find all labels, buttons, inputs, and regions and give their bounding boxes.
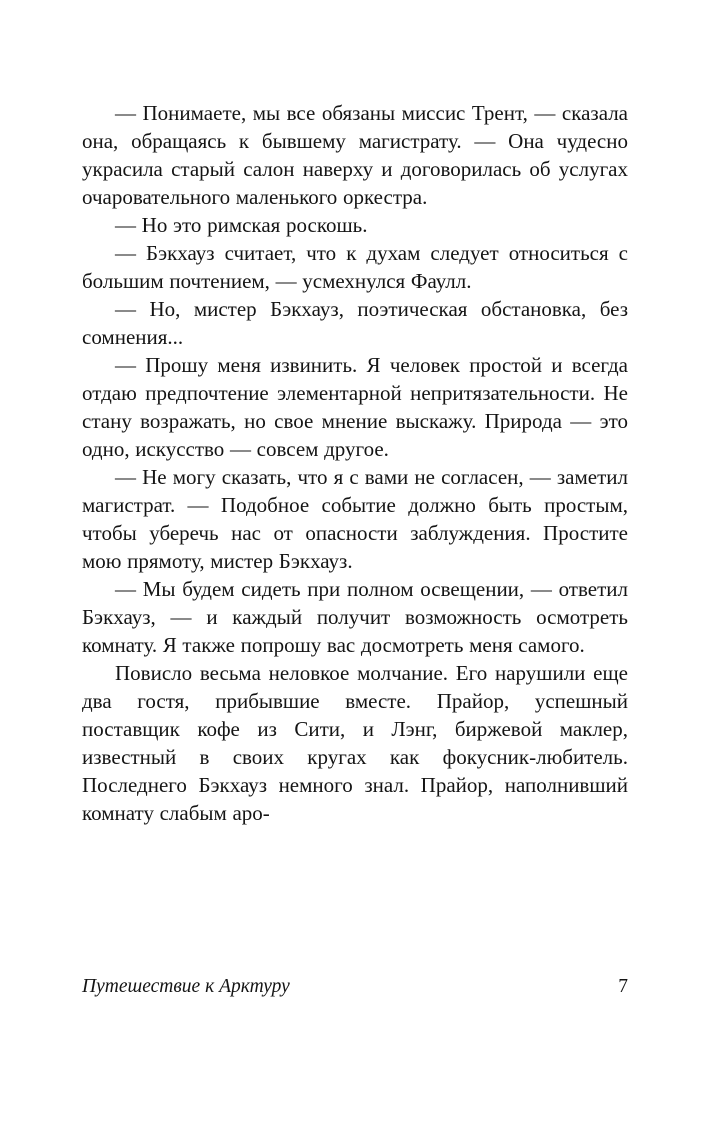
paragraph: Повисло весьма неловкое молчание. Его нарушили еще два гостя, прибывшие вместе. Прайор, успешный поставщик кофе из Сити, и Лэнг, биржевой маклер, известный в своих кругах как фокусник-любитель. Последнего Бэкхауз немного знал. Прайор, наполнивший комнату слабым аро-	[82, 661, 628, 825]
paragraph: — Мы будем сидеть при полном освещении, — ответил Бэкхауз, — и каждый получит возможность осмотреть комнату. Я также попрошу вас досмотреть меня самого.	[82, 577, 628, 657]
paragraph: — Прошу меня извинить. Я человек простой и всегда отдаю предпочтение элементарной непритязательности. Не стану возражать, но свое мнение выскажу. Природа — это одно, искусство — совсем другое.	[82, 353, 628, 461]
paragraph: — Понимаете, мы все обязаны миссис Трент, — сказала она, обращаясь к бывшему магистрату. — Она чудесно украсила старый салон наверху и договорилась об услугах очаровательного маленького оркестра.	[82, 101, 628, 209]
paragraph: — Но, мистер Бэкхауз, поэтическая обстановка, без сомнения...	[82, 297, 628, 349]
page-footer	[82, 975, 628, 999]
paragraph: — Но это римская роскошь.	[115, 213, 368, 237]
page-text	[82, 99, 628, 827]
footer-book-title: Путешествие к Арктуру	[82, 976, 290, 997]
paragraph: — Не могу сказать, что я с вами не согласен, — заметил магистрат. — Подобное событие должно быть простым, чтобы уберечь нас от опасности заблуждения. Простите мою прямоту, мистер Бэкхауз.	[82, 465, 628, 573]
page-number: 7	[618, 976, 628, 997]
paragraph: — Бэкхауз считает, что к духам следует относиться с большим почтением, — усмехнулся Фаулл.	[82, 241, 628, 293]
